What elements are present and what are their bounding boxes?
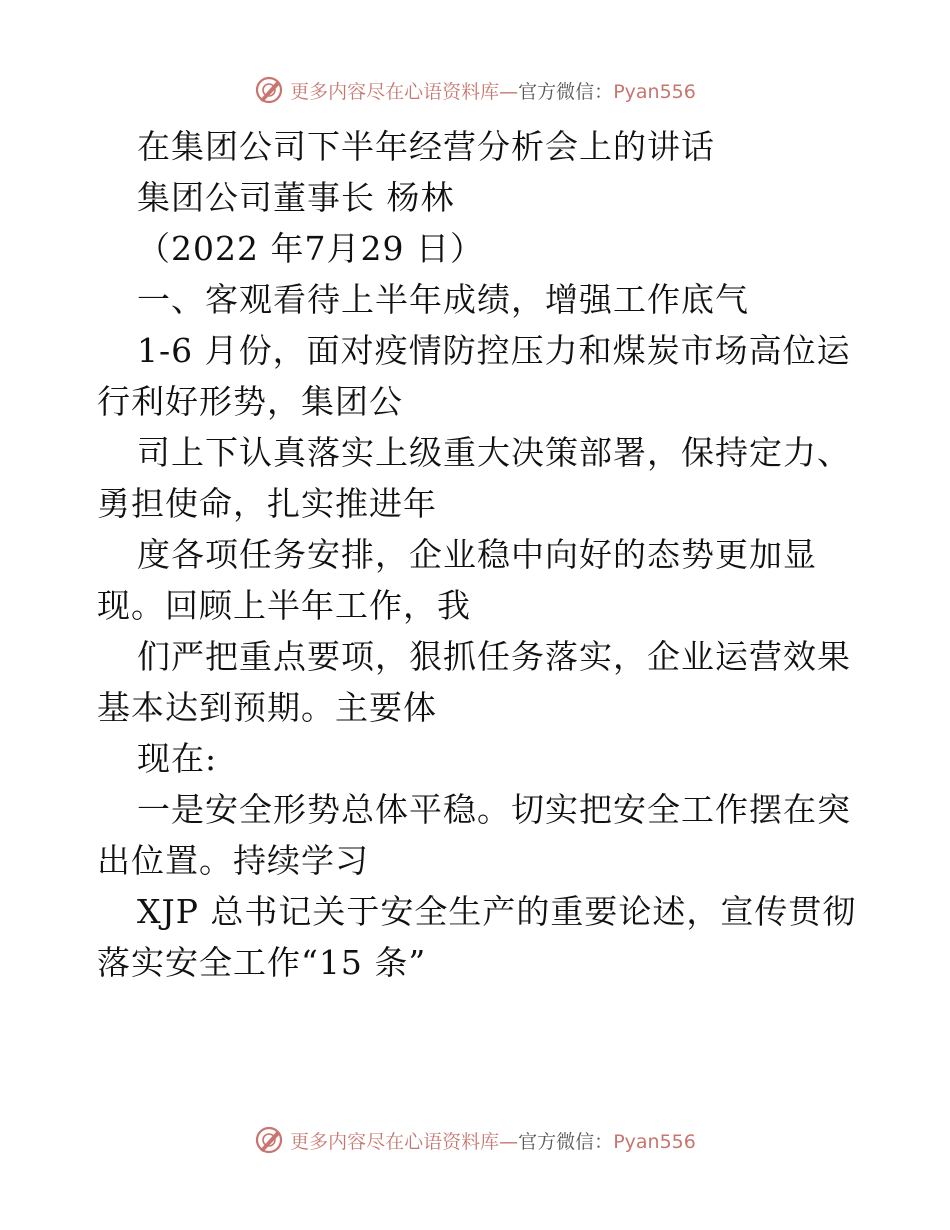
body-line: 司上下认真落实上级重大决策部署，保持定力、 (137, 433, 851, 472)
body-line: 基本达到预期。主要体 (97, 688, 437, 727)
body-line: 度各项任务安排，企业稳中向好的态势更加显 (137, 535, 817, 574)
watermark-site-text: 更多内容尽在心语资料库— (290, 1130, 519, 1153)
footer-watermark (0, 1120, 950, 1160)
body-line: 出位置。持续学习 (97, 841, 369, 880)
watermark-wechat-id: Pyan556 (613, 80, 696, 103)
pen-logo-icon (254, 1125, 284, 1155)
watermark-text (290, 1127, 696, 1154)
watermark-wechat-label: 官方微信： (518, 1130, 614, 1153)
body-line: 现。回顾上半年工作，我 (97, 586, 471, 625)
watermark-text (290, 77, 696, 104)
pen-logo-icon (254, 75, 284, 105)
section-heading: 一、客观看待上半年成绩，增强工作底气 (137, 280, 749, 319)
document-body (97, 121, 857, 988)
body-line: XJP 总书记关于安全生产的重要论述，宣传贯彻 (137, 892, 857, 931)
body-line: 行利好形势，集团公 (97, 382, 403, 421)
document-title: 在集团公司下半年经营分析会上的讲话 (137, 127, 715, 166)
watermark-site-text: 更多内容尽在心语资料库— (290, 80, 519, 103)
speaker-line: 集团公司董事长 杨林 (137, 178, 455, 217)
body-line: 落实安全工作“15 条” (97, 943, 427, 982)
date-line: （2022 年7月29 日） (137, 229, 484, 268)
body-line: 们严把重点要项，狠抓任务落实，企业运营效果 (137, 637, 851, 676)
body-line: 现在: (137, 739, 218, 778)
watermark-wechat-id: Pyan556 (613, 1130, 696, 1153)
body-line: 1-6 月份，面对疫情防控压力和煤炭市场高位运 (137, 331, 851, 370)
watermark-wechat-label: 官方微信： (518, 80, 614, 103)
body-line: 一是安全形势总体平稳。切实把安全工作摆在突 (137, 790, 851, 829)
header-watermark (0, 70, 950, 110)
body-line: 勇担使命，扎实推进年 (97, 484, 437, 523)
